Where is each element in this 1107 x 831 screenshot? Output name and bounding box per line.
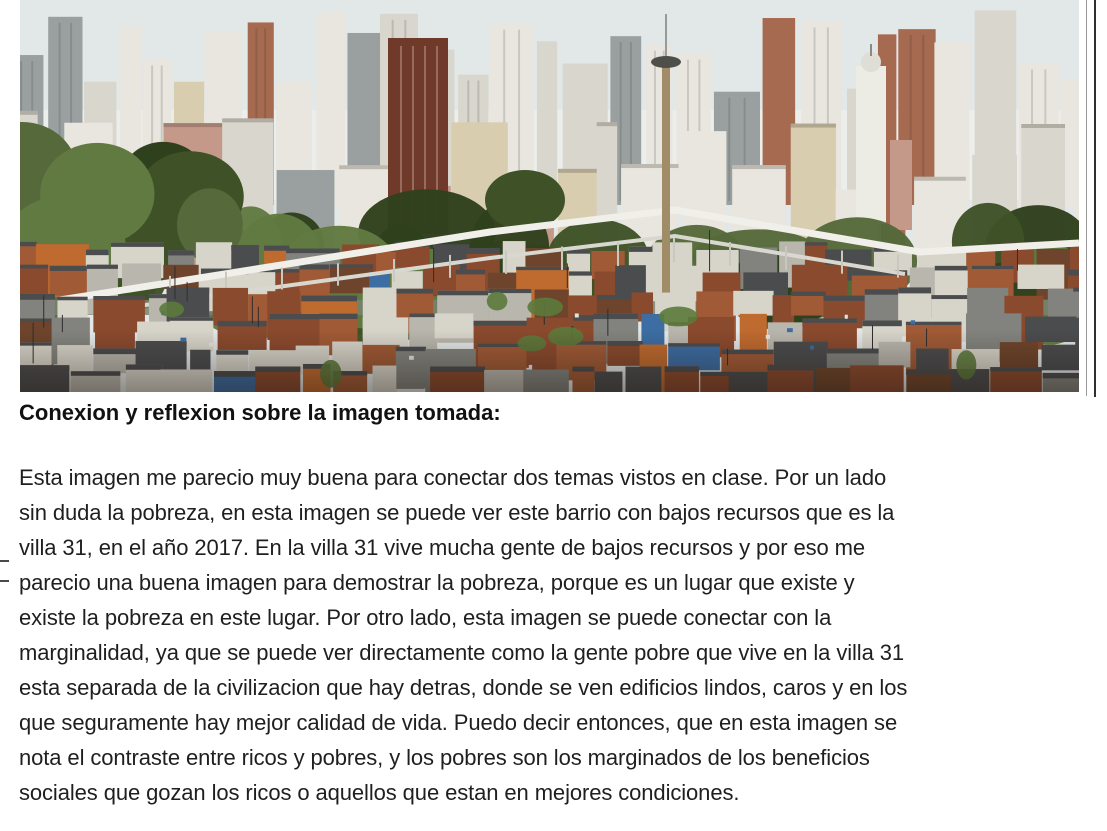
text-line: que seguramente hay mejor calidad de vida. Puedo decir entonces, que en esta imagen se xyxy=(19,710,898,735)
margin-tick-1 xyxy=(0,560,9,562)
villa31-photo xyxy=(20,0,1079,392)
villa31-photo-art xyxy=(20,0,1079,392)
text-line: Esta imagen me parecio muy buena para conectar dos temas vistos en clase. Por un lado xyxy=(19,465,887,490)
page-edge-line-inner xyxy=(1094,0,1096,397)
text-line: nota el contraste entre ricos y pobres, y los pobres son los marginados de los beneficios xyxy=(19,745,870,770)
text-line: sociales que gozan los ricos o aquellos que estan en mejores condiciones. xyxy=(19,780,740,805)
text-line: villa 31, en el año 2017. En la villa 31 vive mucha gente de bajos recursos y por eso me xyxy=(19,535,866,560)
text-line: esta separada de la civilizacion que hay detras, donde se ven edificios lindos, caros y en los xyxy=(19,675,908,700)
text-line: parecio una buena imagen para demostrar la pobreza, porque es un lugar que existe y xyxy=(19,570,855,595)
page-edge-line-outer xyxy=(1086,0,1087,396)
text-line: existe la pobreza en este lugar. Por otro lado, esta imagen se puede conectar con la xyxy=(19,605,832,630)
margin-tick-2 xyxy=(0,580,9,582)
reflection-paragraph xyxy=(19,460,907,810)
text-line: sin duda la pobreza, en esta imagen se puede ver este barrio con bajos recursos que es la xyxy=(19,500,895,525)
section-heading: Conexion y reflexion sobre la imagen tomada: xyxy=(19,400,501,425)
text-line: marginalidad, ya que se puede ver directamente como la gente pobre que vive en la villa 31 xyxy=(19,640,904,665)
